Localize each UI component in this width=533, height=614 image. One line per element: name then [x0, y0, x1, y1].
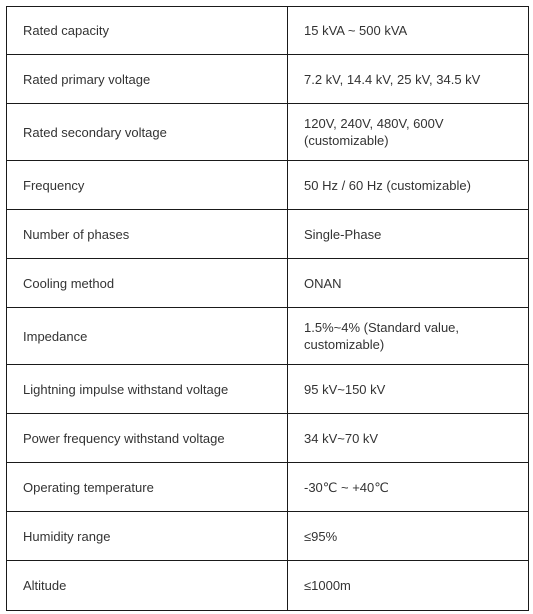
spec-value: ≤95% [288, 512, 529, 561]
spec-label: Rated secondary voltage [7, 104, 288, 161]
table-row [7, 512, 529, 561]
spec-value: ONAN [288, 259, 529, 308]
table-row [7, 463, 529, 512]
table-row [7, 308, 529, 365]
spec-value: -30℃ ~ +40℃ [288, 463, 529, 512]
spec-label: Operating temperature [7, 463, 288, 512]
spec-label: Rated primary voltage [7, 55, 288, 104]
spec-value: 34 kV~70 kV [288, 414, 529, 463]
spec-label: Altitude [7, 561, 288, 611]
spec-label: Power frequency withstand voltage [7, 414, 288, 463]
table-row [7, 210, 529, 259]
spec-value: 7.2 kV, 14.4 kV, 25 kV, 34.5 kV [288, 55, 529, 104]
spec-label: Lightning impulse withstand voltage [7, 365, 288, 414]
spec-label: Frequency [7, 161, 288, 210]
table-row [7, 7, 529, 55]
table-row [7, 561, 529, 611]
spec-label: Impedance [7, 308, 288, 365]
table-row [7, 259, 529, 308]
spec-value: 120V, 240V, 480V, 600V (customizable) [288, 104, 529, 161]
spec-value: 95 kV~150 kV [288, 365, 529, 414]
spec-value: ≤1000m [288, 561, 529, 611]
spec-label: Rated capacity [7, 7, 288, 55]
spec-label: Humidity range [7, 512, 288, 561]
table-row [7, 55, 529, 104]
spec-value: 1.5%~4% (Standard value, customizable) [288, 308, 529, 365]
table-row [7, 414, 529, 463]
spec-label: Cooling method [7, 259, 288, 308]
spec-value: 50 Hz / 60 Hz (customizable) [288, 161, 529, 210]
table-row [7, 161, 529, 210]
table-row [7, 104, 529, 161]
spec-label: Number of phases [7, 210, 288, 259]
specifications-table [6, 6, 529, 611]
table-row [7, 365, 529, 414]
spec-value: 15 kVA ~ 500 kVA [288, 7, 529, 55]
spec-value: Single-Phase [288, 210, 529, 259]
